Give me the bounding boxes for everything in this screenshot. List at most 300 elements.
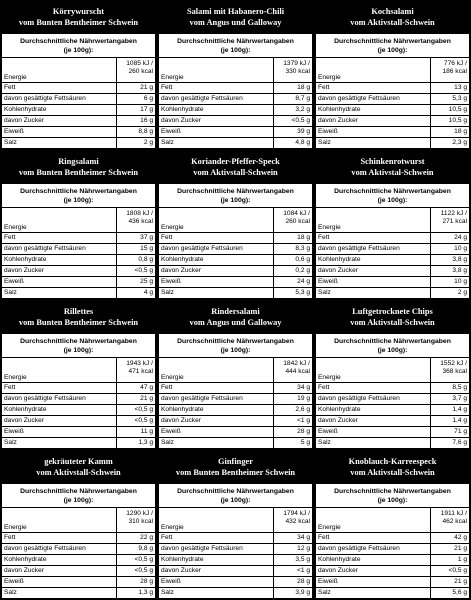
row-fett [159,383,312,394]
value-eiweiss: 18 g [431,127,469,138]
product-origin: vom Aktivstall-Schwein [193,168,278,177]
row-salz [159,438,312,449]
product-title: Körrywurscht [52,7,105,16]
value-salz: 2 g [431,288,469,299]
nutrition-table [316,208,469,298]
value-zucker: <1 g [274,566,312,577]
row-fett [2,233,155,244]
row-energie [316,58,469,83]
label-zucker: davon Zucker [159,416,274,427]
row-zucker [2,566,155,577]
product-header [314,300,471,334]
row-salz [159,288,312,299]
value-energie-kcal: 260 kcal [128,68,153,75]
nutrition-table [316,508,469,598]
value-energie [117,358,155,383]
row-zucker [316,116,469,127]
label-zucker: davon Zucker [2,116,117,127]
value-energie-kcal: 462 kcal [442,518,467,525]
value-kohlenhydrate: <0,5 g [117,555,155,566]
value-salz: 5,3 g [274,288,312,299]
row-fett [159,533,312,544]
nutrition-card [159,184,312,298]
row-eiweiss [2,127,155,138]
row-eiweiss [316,427,469,438]
value-fett: 8,5 g [431,383,469,394]
value-fett: 42 g [431,533,469,544]
value-fettsaeuren: 8,7 g [274,94,312,105]
product-panel [314,450,471,600]
value-energie [117,208,155,233]
nutrition-subtitle [316,184,469,208]
value-energie [274,508,312,533]
label-zucker: davon Zucker [316,266,431,277]
label-kohlenhydrate: Kohlenhydrate [159,255,274,266]
row-fett [2,383,155,394]
row-kohlenhydrate [159,105,312,116]
product-header [314,450,471,484]
value-salz: 3,9 g [274,588,312,599]
value-fett: 37 g [117,233,155,244]
value-energie [117,58,155,83]
nutrition-subtitle [316,334,469,358]
label-salz: Salz [161,139,174,146]
value-kohlenhydrate: 3,8 g [431,255,469,266]
value-fett: 18 g [274,83,312,94]
product-origin: vom Aktivstall-Schwein [36,468,121,477]
row-energie [2,58,155,83]
product-origin: vom Aktivstall-Schwein [350,468,435,477]
row-energie [2,508,155,533]
product-origin: vom Bunten Bentheimer Schwein [18,18,139,27]
value-energie-kcal: 310 kcal [128,518,153,525]
value-energie [431,208,469,233]
row-eiweiss [316,577,469,588]
subtitle-line-2: (je 100g): [220,347,251,354]
value-energie-kcal: 444 kcal [285,368,310,375]
nutrition-card [2,184,155,298]
product-panel [314,300,471,450]
subtitle-line-1: Durchschnittliche Nährwertangaben [334,488,451,495]
row-kohlenhydrate [159,255,312,266]
label-salz: Salz [161,589,174,596]
row-zucker [2,266,155,277]
product-panel [0,150,157,300]
row-fettsaeuren [159,544,312,555]
value-eiweiss: 24 g [274,277,312,288]
label-kohlenhydrate: Kohlenhydrate [2,105,117,116]
value-energie-kcal: 368 kcal [442,368,467,375]
subtitle-line-2: (je 100g): [377,197,408,204]
subtitle-line-1: Durchschnittliche Nährwertangaben [20,38,137,45]
label-fettsaeuren: davon gesättigte Fettsäuren [316,544,431,555]
nutrition-card [316,184,469,298]
product-origin: vom Aktivstal-Schwein [351,168,434,177]
nutrition-card [2,34,155,148]
product-title: Ginfinger [218,457,253,466]
product-panel [0,300,157,450]
label-energie: Energie [316,358,431,383]
label-kohlenhydrate: Kohlenhydrate [316,105,431,116]
value-kohlenhydrate: 1,4 g [431,405,469,416]
row-kohlenhydrate [316,105,469,116]
value-fettsaeuren: 8,3 g [274,244,312,255]
value-zucker: <1 g [274,416,312,427]
label-zucker: davon Zucker [159,566,274,577]
product-panel [157,300,314,450]
label-kohlenhydrate: Kohlenhydrate [159,405,274,416]
value-eiweiss: 28 g [274,427,312,438]
label-zucker: davon Zucker [316,566,431,577]
value-energie-kj: 1379 kJ / [283,60,310,67]
value-salz: 5,6 g [431,588,469,599]
label-fettsaeuren: davon gesättigte Fettsäuren [2,544,117,555]
label-energie: Energie [2,58,117,83]
row-fett [316,383,469,394]
label-fett: Fett [2,83,117,94]
value-zucker: 10,5 g [431,116,469,127]
value-fettsaeuren: 21 g [117,394,155,405]
value-energie-kj: 1552 kJ / [440,360,467,367]
nutrition-table [159,508,312,598]
row-kohlenhydrate [316,405,469,416]
label-salz: Salz [318,139,331,146]
label-fett: Fett [316,383,431,394]
label-eiweiss: Eiweiß [316,277,431,288]
label-energie: Energie [159,508,274,533]
product-origin: vom Bunten Bentheimer Schwein [18,318,139,327]
product-title: Kochsalami [371,7,414,16]
row-fettsaeuren [159,94,312,105]
label-salz: Salz [4,139,17,146]
subtitle-line-2: (je 100g): [377,497,408,504]
nutrition-table [2,208,155,298]
product-header [314,0,471,34]
nutrition-subtitle [159,34,312,58]
label-zucker: davon Zucker [2,266,117,277]
row-energie [159,58,312,83]
label-eiweiss: Eiweiß [316,427,431,438]
label-eiweiss: Eiweiß [316,127,431,138]
row-salz [159,588,312,599]
label-salz: Salz [318,439,331,446]
label-eiweiss: Eiweiß [159,277,274,288]
label-energie: Energie [159,208,274,233]
value-fett: 13 g [431,83,469,94]
label-zucker: davon Zucker [2,566,117,577]
row-salz [2,138,155,149]
label-kohlenhydrate: Kohlenhydrate [2,555,117,566]
row-fettsaeuren [2,544,155,555]
row-energie [316,358,469,383]
nutrition-card [159,34,312,148]
nutrition-card [316,34,469,148]
label-eiweiss: Eiweiß [159,127,274,138]
row-fett [159,233,312,244]
label-kohlenhydrate: Kohlenhydrate [316,555,431,566]
product-header [0,0,157,34]
value-fettsaeuren: 5,3 g [431,94,469,105]
subtitle-line-1: Durchschnittliche Nährwertangaben [177,338,294,345]
label-eiweiss: Eiweiß [2,277,117,288]
row-fett [159,83,312,94]
label-fettsaeuren: davon gesättigte Fettsäuren [2,244,117,255]
label-eiweiss: Eiweiß [2,127,117,138]
nutrition-table [316,358,469,448]
nutrition-subtitle [159,484,312,508]
value-energie-kcal: 436 kcal [128,218,153,225]
row-zucker [2,116,155,127]
row-eiweiss [2,277,155,288]
label-fettsaeuren: davon gesättigte Fettsäuren [2,394,117,405]
row-salz [159,138,312,149]
product-panel [157,0,314,150]
row-eiweiss [316,127,469,138]
label-fett: Fett [159,383,274,394]
value-fettsaeuren: 15 g [117,244,155,255]
label-zucker: davon Zucker [2,416,117,427]
product-origin: vom Aktivstall-Schwein [350,18,435,27]
row-fettsaeuren [316,544,469,555]
subtitle-line-1: Durchschnittliche Nährwertangaben [177,188,294,195]
value-eiweiss: 10 g [431,277,469,288]
product-title: gekräuteter Kamm [44,457,113,466]
label-eiweiss: Eiweiß [316,577,431,588]
value-fettsaeuren: 10 g [431,244,469,255]
value-zucker: <0,5 g [431,566,469,577]
row-kohlenhydrate [2,405,155,416]
value-kohlenhydrate: 0,8 g [117,255,155,266]
value-fettsaeuren: 12 g [274,544,312,555]
row-fettsaeuren [316,94,469,105]
label-salz: Salz [161,289,174,296]
row-kohlenhydrate [159,555,312,566]
row-kohlenhydrate [316,255,469,266]
row-fettsaeuren [2,244,155,255]
value-energie [274,358,312,383]
value-salz: 7,6 g [431,438,469,449]
value-fett: 47 g [117,383,155,394]
value-eiweiss: 71 g [431,427,469,438]
nutrition-subtitle [316,34,469,58]
value-eiweiss: 8,8 g [117,127,155,138]
value-energie-kj: 776 kJ / [443,60,467,67]
row-salz [316,588,469,599]
row-fettsaeuren [2,94,155,105]
label-fettsaeuren: davon gesättigte Fettsäuren [159,544,274,555]
row-kohlenhydrate [2,555,155,566]
value-salz: 5 g [274,438,312,449]
label-eiweiss: Eiweiß [2,427,117,438]
row-fettsaeuren [316,394,469,405]
value-salz: 2,3 g [431,138,469,149]
value-energie-kj: 1122 kJ / [440,210,467,217]
row-kohlenhydrate [2,105,155,116]
row-kohlenhydrate [316,555,469,566]
row-salz [2,288,155,299]
label-salz: Salz [4,289,17,296]
value-zucker: <0,5 g [117,566,155,577]
value-fettsaeuren: 21 g [431,544,469,555]
value-kohlenhydrate: 1 g [431,555,469,566]
label-fett: Fett [2,383,117,394]
value-energie-kj: 1084 kJ / [283,210,310,217]
product-origin: vom Angus und Galloway [189,18,282,27]
label-zucker: davon Zucker [316,116,431,127]
label-salz: Salz [318,289,331,296]
product-origin: vom Aktivstall-Schwein [350,318,435,327]
label-salz: Salz [318,589,331,596]
value-energie-kj: 1794 kJ / [283,510,310,517]
value-kohlenhydrate: 17 g [117,105,155,116]
value-kohlenhydrate: 10,5 g [431,105,469,116]
value-fettsaeuren: 19 g [274,394,312,405]
row-zucker [316,266,469,277]
nutrition-table [2,58,155,148]
nutrition-card [2,334,155,448]
row-zucker [159,116,312,127]
row-salz [2,438,155,449]
subtitle-line-2: (je 100g): [220,497,251,504]
subtitle-line-2: (je 100g): [63,197,94,204]
nutrition-table [159,58,312,148]
nutrition-subtitle [2,184,155,208]
row-zucker [2,416,155,427]
product-panel [0,450,157,600]
nutrition-subtitle [2,484,155,508]
subtitle-line-2: (je 100g): [377,47,408,54]
value-salz: 1,3 g [117,588,155,599]
label-kohlenhydrate: Kohlenhydrate [2,405,117,416]
product-origin: vom Bunten Bentheimer Schwein [175,468,296,477]
product-panel [157,150,314,300]
value-kohlenhydrate: <0,5 g [117,405,155,416]
product-title: Koriander-Pfeffer-Speck [191,157,280,166]
row-kohlenhydrate [159,405,312,416]
row-eiweiss [159,427,312,438]
value-fett: 34 g [274,533,312,544]
label-fett: Fett [316,83,431,94]
value-energie-kcal: 432 kcal [285,518,310,525]
value-zucker: <0,5 g [117,416,155,427]
label-fett: Fett [159,533,274,544]
row-energie [159,208,312,233]
subtitle-line-2: (je 100g): [63,47,94,54]
product-header [157,300,314,334]
value-salz: 4 g [117,288,155,299]
value-energie-kcal: 330 kcal [285,68,310,75]
row-fettsaeuren [2,394,155,405]
value-salz: 4,8 g [274,138,312,149]
product-origin: vom Bunten Bentheimer Schwein [18,168,139,177]
label-kohlenhydrate: Kohlenhydrate [159,105,274,116]
value-energie-kcal: 471 kcal [128,368,153,375]
value-fett: 24 g [431,233,469,244]
value-energie [431,58,469,83]
label-eiweiss: Eiweiß [159,577,274,588]
row-energie [159,358,312,383]
subtitle-line-1: Durchschnittliche Nährwertangaben [177,38,294,45]
row-zucker [159,566,312,577]
nutrition-card [159,484,312,598]
product-header [0,450,157,484]
subtitle-line-1: Durchschnittliche Nährwertangaben [20,488,137,495]
subtitle-line-1: Durchschnittliche Nährwertangaben [20,338,137,345]
label-zucker: davon Zucker [159,116,274,127]
subtitle-line-2: (je 100g): [63,497,94,504]
row-fettsaeuren [159,244,312,255]
product-origin: vom Angus und Galloway [189,318,282,327]
row-fettsaeuren [316,244,469,255]
value-zucker: 16 g [117,116,155,127]
label-zucker: davon Zucker [159,266,274,277]
product-title: Rindersalami [211,307,260,316]
product-title: Salami mit Habanero-Chili [186,7,285,16]
subtitle-line-1: Durchschnittliche Nährwertangaben [177,488,294,495]
label-fett: Fett [2,233,117,244]
row-kohlenhydrate [2,255,155,266]
label-salz: Salz [161,439,174,446]
value-zucker: 0,2 g [274,266,312,277]
nutrition-card [316,484,469,598]
product-panel [314,0,471,150]
subtitle-line-2: (je 100g): [63,347,94,354]
product-title: Knoblauch-Karreespeck [348,457,437,466]
label-zucker: davon Zucker [316,416,431,427]
value-energie [431,358,469,383]
nutrition-card [159,334,312,448]
value-zucker: 3,8 g [431,266,469,277]
row-fett [316,83,469,94]
value-energie-kj: 1842 kJ / [283,360,310,367]
label-fettsaeuren: davon gesättigte Fettsäuren [159,244,274,255]
nutrition-table [159,358,312,448]
nutrition-subtitle [2,34,155,58]
label-fett: Fett [316,233,431,244]
row-salz [2,588,155,599]
value-energie-kj: 1290 kJ / [126,510,153,517]
label-energie: Energie [316,58,431,83]
value-energie-kj: 1943 kJ / [126,360,153,367]
subtitle-line-2: (je 100g): [377,347,408,354]
product-panel [314,150,471,300]
subtitle-line-1: Durchschnittliche Nährwertangaben [334,188,451,195]
label-eiweiss: Eiweiß [159,427,274,438]
label-kohlenhydrate: Kohlenhydrate [316,405,431,416]
row-energie [2,358,155,383]
value-fett: 18 g [274,233,312,244]
product-panel [157,450,314,600]
value-eiweiss: 28 g [117,577,155,588]
label-kohlenhydrate: Kohlenhydrate [316,255,431,266]
value-eiweiss: 25 g [117,277,155,288]
value-fettsaeuren: 3,7 g [431,394,469,405]
row-eiweiss [159,127,312,138]
label-fettsaeuren: davon gesättigte Fettsäuren [316,244,431,255]
product-title: Ringsalami [58,157,99,166]
product-header [157,450,314,484]
label-salz: Salz [4,589,17,596]
row-fett [316,533,469,544]
label-eiweiss: Eiweiß [2,577,117,588]
row-energie [2,208,155,233]
nutrition-table [2,508,155,598]
label-fettsaeuren: davon gesättigte Fettsäuren [2,94,117,105]
nutrition-card [2,484,155,598]
label-salz: Salz [4,439,17,446]
value-energie-kcal: 271 kcal [442,218,467,225]
product-header [157,150,314,184]
